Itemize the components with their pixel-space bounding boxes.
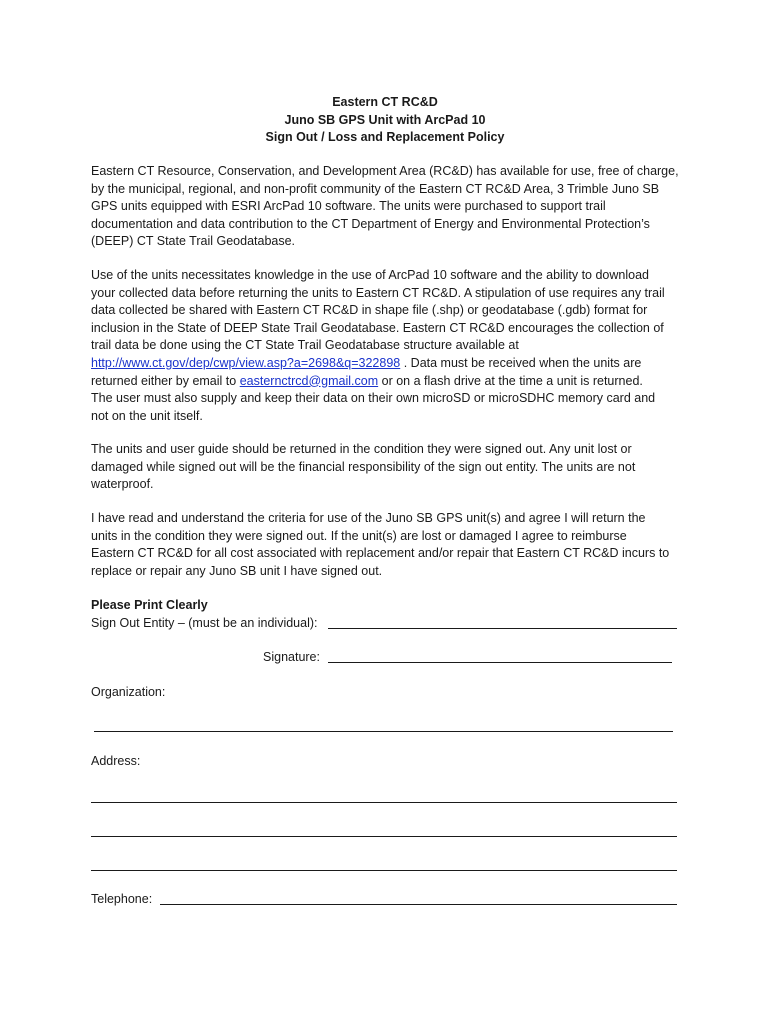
text-line (91, 373, 691, 391)
text-line: waterproof. (91, 477, 154, 492)
device-title: Juno SB GPS Unit with ArcPad 10 (284, 112, 486, 127)
intro-paragraph (91, 163, 691, 251)
address-field-line-2[interactable] (91, 836, 677, 837)
condition-paragraph (91, 441, 691, 494)
organization-field[interactable] (94, 731, 673, 732)
text-line: trail data be done using the CT State Trail Geodatabase structure available at (91, 338, 519, 353)
text-line: I have read and understand the criteria for use of the Juno SB GPS unit(s) and agree I will return the (91, 511, 646, 525)
sign-out-entity-label: Sign Out Entity – (must be an individual): (91, 616, 318, 630)
document-heading (0, 94, 770, 147)
text-line: by the municipal, regional, and non-profit community of the Eastern CT RC&D Area, 3 Trimble Juno SB (91, 181, 660, 196)
usage-paragraph (91, 267, 691, 425)
text-line: Eastern CT RC&D for all cost associated with replacement and/or repair that Eastern CT RC&D incurs to (91, 546, 670, 561)
text-line: documentation and data contribution to the CT Department of Energy and Environmental Protection’s (91, 216, 650, 231)
text-line: inclusion in the State of DEEP State Trail Geodatabase. Eastern CT RC&D encourages the collection of (91, 320, 664, 335)
text-line: Use of the units necessitates knowledge in the use of ArcPad 10 software and the ability to download (91, 268, 649, 282)
telephone-label: Telephone: (91, 892, 153, 906)
signature-label: Signature: (263, 650, 320, 664)
text-line: (DEEP) CT State Trail Geodatabase. (91, 234, 296, 249)
address-field-line-1[interactable] (91, 802, 677, 803)
sign-out-entity-row (91, 615, 318, 632)
text-line: your collected data before returning the units to Eastern CT RC&D. A stipulation of use requires any trail (91, 285, 665, 300)
print-clearly-heading: Please Print Clearly (91, 598, 208, 612)
text-line: Eastern CT Resource, Conservation, and Development Area (RC&D) has available for use, free of charge, (91, 164, 679, 178)
text-fragment: . Data must be received when the units are (400, 355, 642, 370)
text-line (91, 355, 691, 373)
text-line: damaged while signed out will be the financial responsibility of the sign out entity. The units are not (91, 459, 636, 474)
text-line: The user must also supply and keep their data on their own microSD or microSDHC memory card and (91, 391, 656, 406)
text-line: not on the unit itself. (91, 408, 203, 423)
agreement-paragraph (91, 510, 691, 580)
telephone-field[interactable] (160, 904, 677, 905)
address-label: Address: (91, 754, 141, 768)
text-line: data collected be shared with Eastern CT RC&D in shape file (.shp) or geodatabase (.gdb) format for (91, 303, 648, 318)
signature-field[interactable] (328, 662, 672, 663)
org-title: Eastern CT RC&D (332, 95, 438, 109)
policy-title: Sign Out / Loss and Replacement Policy (265, 130, 505, 144)
text-line: replace or repair any Juno SB unit I have signed out. (91, 563, 383, 578)
text-line: units in the condition they were signed out. If the unit(s) are lost or damaged I agree to reimburse (91, 528, 627, 543)
text-fragment: or on a flash drive at the time a unit is returned. (378, 373, 643, 388)
text-fragment: returned either by email to (91, 373, 240, 388)
address-field-line-3[interactable] (91, 870, 677, 871)
text-line: The units and user guide should be returned in the condition they were signed out. Any unit lost or (91, 442, 632, 456)
email-link[interactable]: easternctrcd@gmail.com (239, 373, 379, 388)
text-line: GPS units equipped with ESRI ArcPad 10 software. The units were purchased to support trail (91, 199, 606, 214)
geodatabase-link[interactable]: http://www.ct.gov/dep/cwp/view.asp?a=2698&q=322898 (91, 355, 401, 370)
organization-label: Organization: (91, 685, 166, 699)
sign-out-entity-field[interactable] (328, 628, 677, 629)
